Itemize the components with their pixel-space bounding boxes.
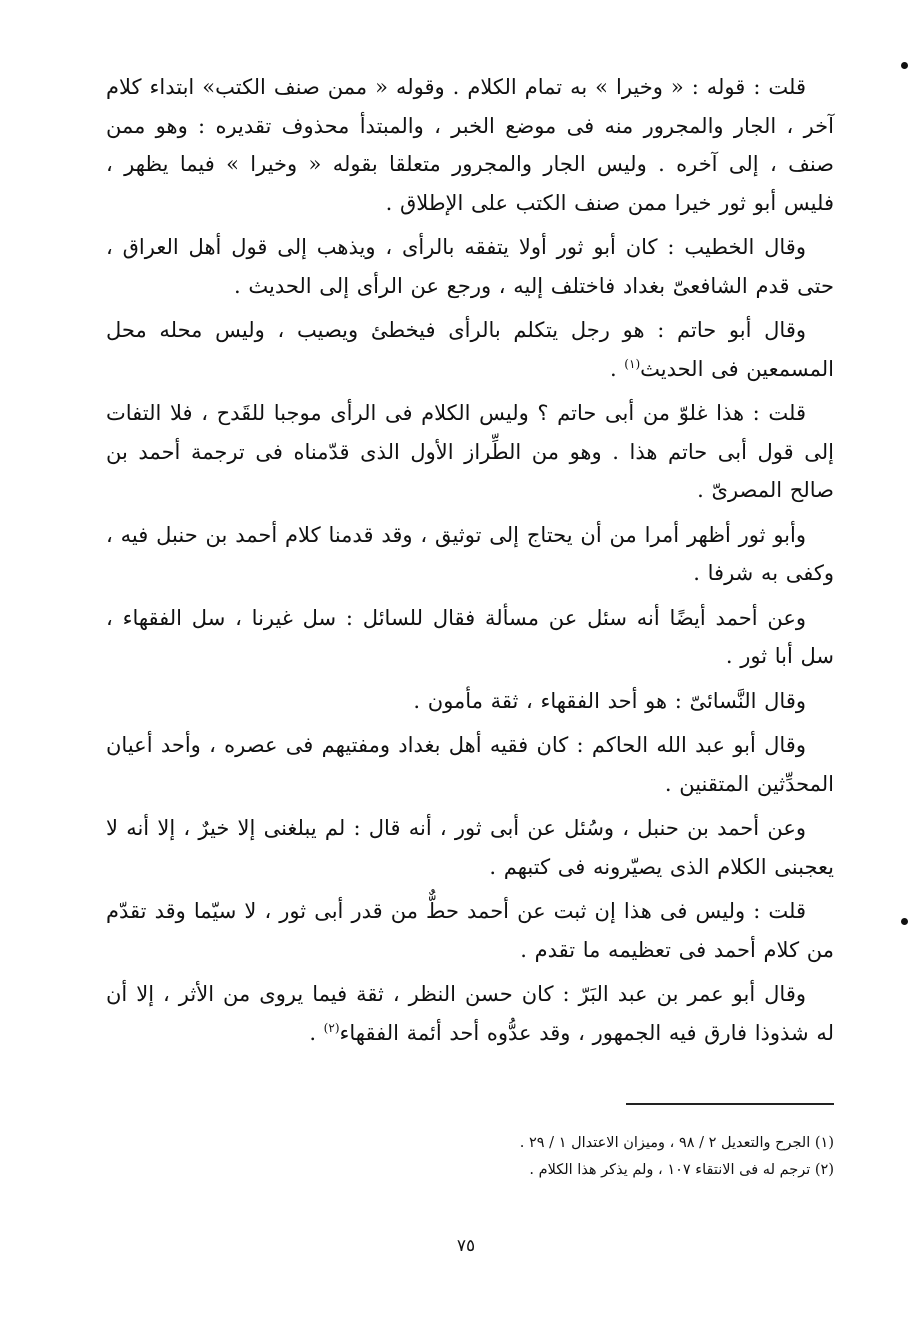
paragraph: قلت : وليس فى هذا إن ثبت عن أحمد حطٌّ من قدر أبى ثور ، لا سيّما وقد تقدّم من كلام أحمد فى تعظيمه ما تقدم . bbox=[106, 899, 834, 962]
body-text bbox=[106, 68, 834, 1058]
paragraph: وقال أبو عمر بن عبد البَرّ : كان حسن النظر ، ثقة فيما يروى من الأثر ، إلا أن له شذوذا فارق فيه الجمهور ، وقد عدُّوه أحد أئمة الفقهاء$^{(٢)}$ . bbox=[106, 982, 834, 1045]
footnotes bbox=[300, 1130, 834, 1184]
footnote-divider bbox=[626, 1103, 834, 1105]
paragraph: وأبو ثور أظهر أمرا من أن يحتاج إلى توثيق ، وقد قدمنا كلام أحمد بن حنبل فيه ، وكفى به شرفا . bbox=[106, 522, 834, 585]
footnote-reference[interactable]: (٢) bbox=[323, 1020, 340, 1035]
margin-mark bbox=[901, 62, 908, 69]
paragraph: قلت : قوله : « وخيرا » به تمام الكلام . وقوله « ممن صنف الكتب» ابتداء كلام آخر ، الجار والمجرور منه فى موضع الخبر ، والمبتدأ محذوف تقديره : وهو ممن صنف ، إلى آخره . وليس الجار والمجرور متعلقا بقوله « وخيرا » فيما يظهر ، فليس أبو ثور خيرا ممن صنف الكتب على الإطلاق . bbox=[106, 75, 834, 215]
paragraph: وعن أحمد بن حنبل ، وسُئل عن أبى ثور ، أنه قال : لم يبلغنى إلا خيرٌ ، إلا أنه لا يعجبنى الكلام الذى يصيّرونه فى كتبهم . bbox=[106, 816, 834, 879]
paragraph: وقال أبو عبد الله الحاكم : كان فقيه أهل بغداد ومفتيهم فى عصره ، وأحد أعيان المحدِّثين المتقنين . bbox=[106, 733, 834, 796]
page-number: ٧٥ bbox=[456, 1236, 476, 1256]
footnote-reference[interactable]: (١) bbox=[624, 356, 641, 371]
paragraph: وقال الخطيب : كان أبو ثور أولا يتفقه بالرأى ، ويذهب إلى قول أهل العراق ، حتى قدم الشافعىّ بغداد فاختلف إليه ، ورجع عن الرأى إلى الحديث . bbox=[106, 235, 834, 298]
paragraph: وقال النَّسائىّ : هو أحد الفقهاء ، ثقة مأمون . bbox=[413, 688, 806, 713]
footnote: (١) الجرح والتعديل ٢ / ٩٨ ، وميزان الاعتدال ١ / ٢٩ . bbox=[519, 1135, 834, 1151]
paragraph: وعن أحمد أيضًا أنه سئل عن مسألة فقال للسائل : سل غيرنا ، سل الفقهاء ، سل أبا ثور . bbox=[106, 605, 834, 668]
footnote: (٢) ترجم له فى الانتقاء ١٠٧ ، ولم يذكر هذا الكلام . bbox=[529, 1162, 834, 1178]
paragraph: قلت : هذا غلوّ من أبى حاتم ؟ وليس الكلام فى الرأى موجبا للقَدح ، فلا التفات إلى قول أبى حاتم هذا . وهو من الطِّراز الأول الذى قدّمناه فى ترجمة أحمد بن صالح المصرىّ . bbox=[106, 401, 834, 502]
paragraph: وقال أبو حاتم : هو رجل يتكلم بالرأى فيخطئ ويصيب ، وليس محله محل المسمعين فى الحديث$^{(١)}$ . bbox=[106, 318, 834, 381]
margin-mark bbox=[901, 918, 908, 925]
